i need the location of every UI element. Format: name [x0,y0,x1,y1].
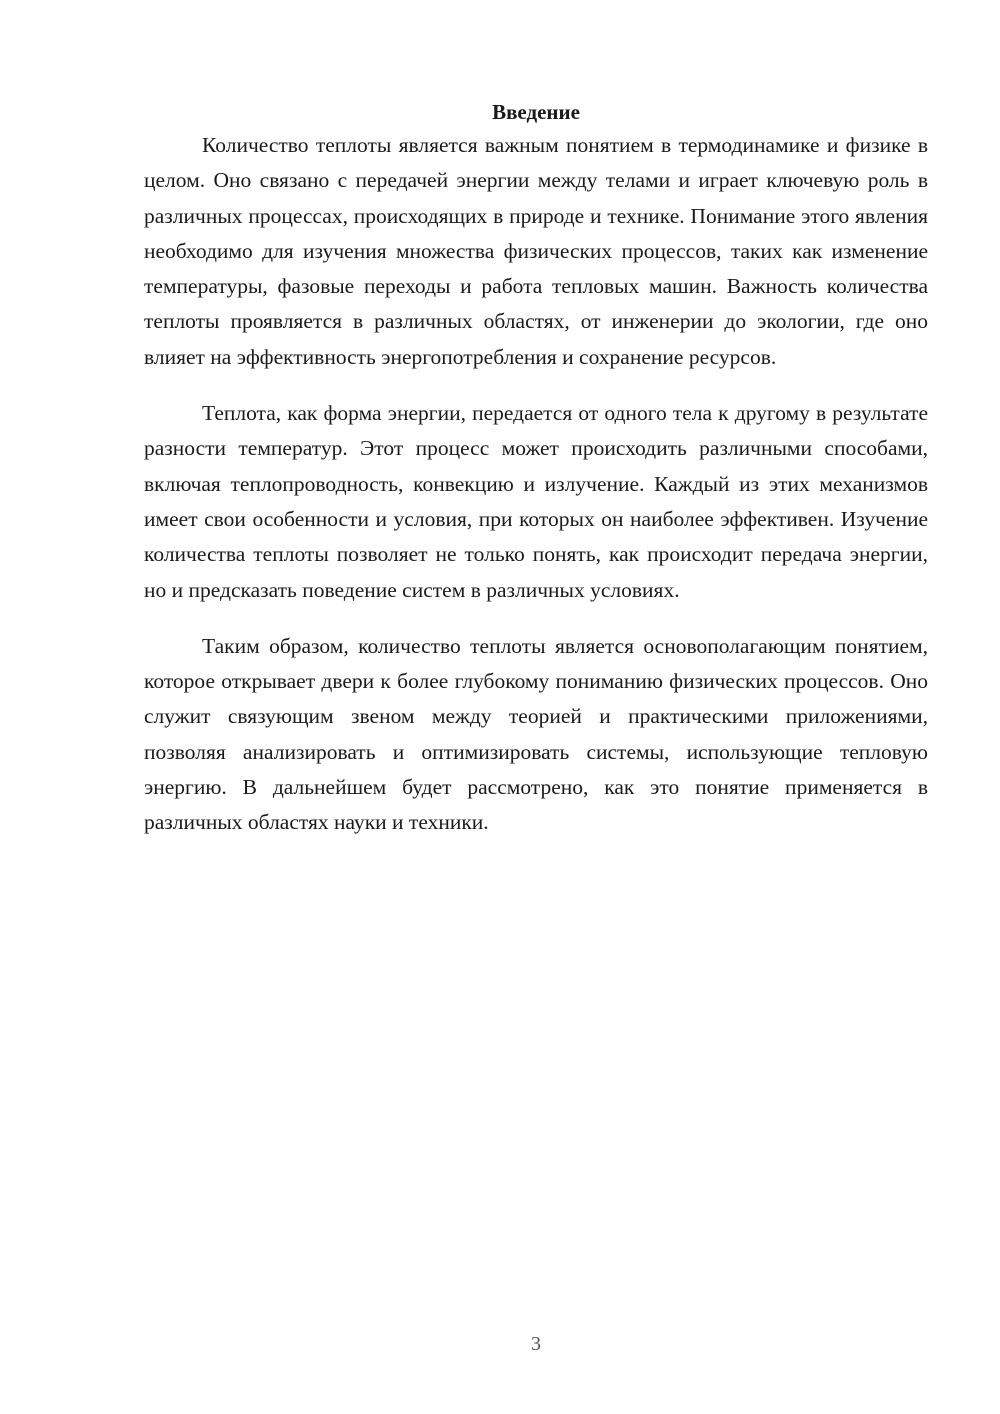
page-number: 3 [531,1333,541,1355]
section-title: Введение [492,100,580,124]
paragraph-1: Количество теплоты является важным понятием в термодинамике и физике в целом. Оно связано с передачей энергии между телами и играет ключевую роль в различных процессах, происходящих в природе и технике. Понимание этого явления необходимо для изучения множества физических процессов, таких как изменение температуры, фазовые переходы и работа тепловых машин. Важность количества теплоты проявляется в различных областях, от инженерии до экологии, где оно влияет на эффективность энергопотребления и сохранение ресурсов. [144,133,928,369]
paragraph-3: Таким образом, количество теплоты является основополагающим понятием, которое открывает двери к более глубокому пониманию физических процессов. Оно служит связующим звеном между теорией и практическими приложениями, позволяя анализировать и оптимизировать системы, использующие тепловую энергию. В дальнейшем будет рассмотрено, как это понятие применяется в различных областях науки и техники. [144,633,928,835]
paragraph-2: Теплота, как форма энергии, передается от одного тела к другому в результате разности температур. Этот процесс может происходить различными способами, включая теплопроводность, конвекцию и излучение. Каждый из этих механизмов имеет свои особенности и условия, при которых он наиболее эффективен. Изучение количества теплоты позволяет не только понять, как происходит передача энергии, но и предсказать поведение систем в различных условиях. [144,401,928,602]
page-content [144,96,928,841]
